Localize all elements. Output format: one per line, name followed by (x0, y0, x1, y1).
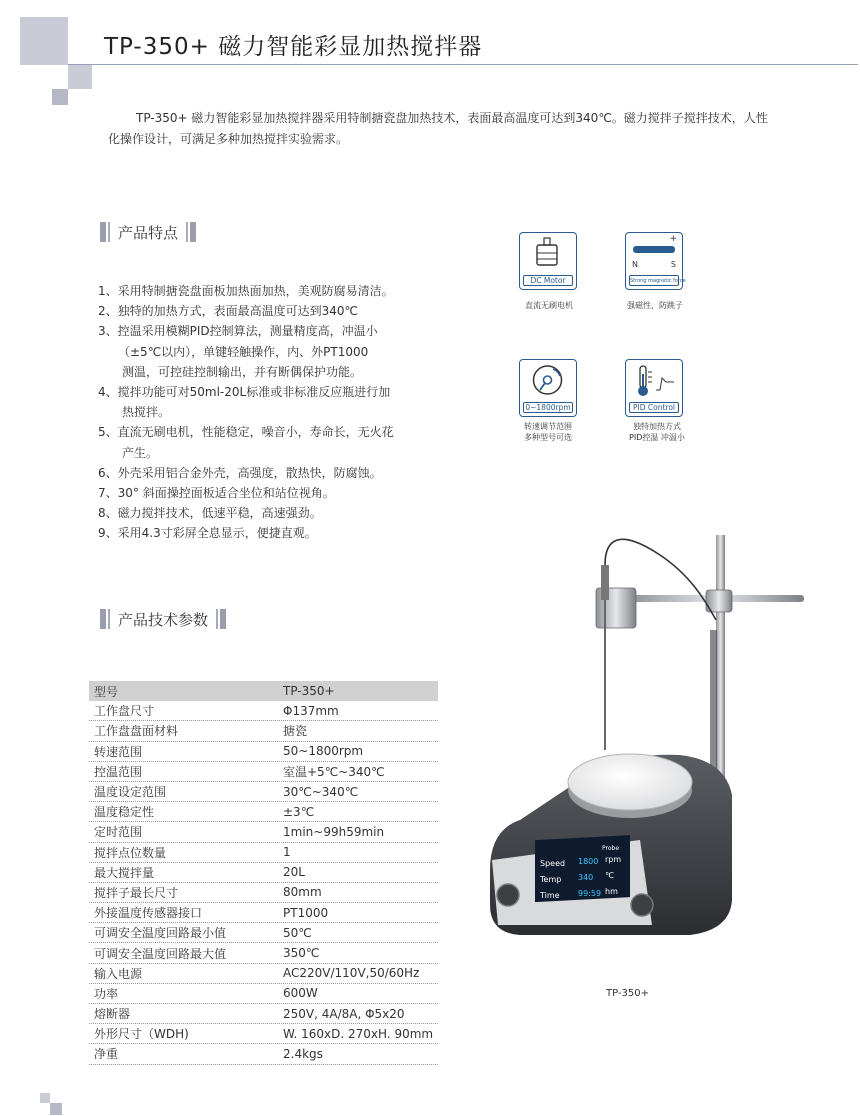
pid-tag: PID Control (629, 402, 679, 413)
dc-motor-caption: 直流无刷电机 (525, 301, 573, 310)
feature-item: 8、磁力搅拌技术，低速平稳，高速强劲。 (98, 506, 322, 521)
heading-bar-right (184, 222, 196, 242)
spec-table-row (89, 1024, 438, 1044)
spec-table-row (89, 1004, 438, 1024)
spec-value: 室温+5℃~340℃ (283, 764, 385, 779)
spec-key: 工作盘尺寸 (94, 704, 155, 719)
spec-table-row (89, 762, 438, 782)
motor-graphic (520, 233, 575, 275)
spec-key: 搅拌子最长尺寸 (94, 885, 179, 900)
spec-value: 250V, 4A/8A, Φ5x20 (283, 1006, 405, 1021)
spec-heading-text: 产品技术参数 (118, 610, 209, 629)
feature-item: 9、采用4.3寸彩屏全息显示，便捷直观。 (98, 526, 317, 541)
spec-table-row (89, 701, 438, 721)
spec-key: 型号 (94, 684, 119, 699)
pid-thermometer-icon (625, 359, 683, 417)
spec-value: 搪瓷 (283, 724, 308, 739)
spec-key: 可调安全温度回路最大值 (94, 946, 227, 961)
spec-value: 350℃ (283, 946, 320, 961)
spec-value: 1min~99h59min (283, 824, 385, 839)
spec-key: 功率 (94, 986, 119, 1001)
intro-paragraph: TP-350+ 磁力智能彩显加热搅拌器采用特制搪瓷盘加热技术，表面最高温度可达到340℃。磁力搅拌子搅拌技术，人性化操作设计，可满足多种加热搅拌实验需求。 (108, 111, 768, 146)
screen-speed-value: 1800 (578, 857, 599, 866)
spec-value: ±3℃ (283, 804, 315, 819)
spec-table-row (89, 943, 438, 963)
magnet-bar (633, 246, 675, 253)
spec-key: 工作盘盘面材料 (94, 724, 179, 739)
spec-table-row (89, 843, 438, 863)
screen-temp-unit: ℃ (605, 871, 614, 880)
screen-speed-label: Speed (540, 859, 566, 868)
heading-bar-left (100, 609, 112, 629)
spec-value: AC220V/110V,50/60Hz (283, 966, 420, 981)
header-decor-square (68, 65, 92, 89)
spec-key: 熔断器 (94, 1007, 131, 1022)
spec-table-row (89, 964, 438, 984)
screen-speed-unit: rpm (605, 855, 622, 864)
spec-value: PT1000 (283, 905, 329, 920)
features-heading (100, 221, 196, 243)
speed-caption-2: 多种型号可选 (524, 433, 572, 442)
feature-item: 7、30° 斜面操控面板适合坐位和站位视角。 (98, 486, 335, 501)
spec-key: 转速范围 (94, 744, 143, 759)
spec-table-row (89, 903, 438, 923)
screen-temp-label: Temp (540, 875, 562, 884)
spec-key: 净重 (94, 1047, 119, 1062)
screen-temp-value: 340 (578, 873, 594, 882)
magnet-caption: 强磁性，防跳子 (627, 301, 683, 310)
feature-item: 2、独特的加热方式，表面最高温度可达到340℃ (98, 304, 359, 319)
spec-value: 50℃ (283, 925, 312, 940)
spec-table-row (89, 883, 438, 903)
spec-table-row (89, 721, 438, 741)
spec-key: 外接温度传感器接口 (94, 906, 203, 921)
spec-table-row (89, 863, 438, 883)
product-photo (480, 530, 810, 970)
spec-table-row (89, 984, 438, 1004)
heading-bar-right (214, 609, 226, 629)
magnet-plus-text: + (669, 234, 677, 244)
spec-table-row (89, 1044, 438, 1064)
footer-decor-square (40, 1093, 50, 1103)
dc-motor-tag: DC Motor (523, 275, 573, 286)
feature-item: 测温，可控硅控制输出，并有断偶保护功能。 (122, 364, 363, 379)
speed-gauge-icon (519, 359, 577, 417)
spec-key: 温度设定范围 (94, 785, 167, 800)
feature-item: 热搅拌。 (122, 405, 171, 420)
product-caption: TP-350+ (606, 988, 649, 999)
spec-table-header-row (89, 681, 438, 701)
spec-value: TP-350+ (283, 684, 335, 699)
magnet-s-label: S (670, 260, 676, 269)
spec-table-row (89, 782, 438, 802)
feature-item: 5、直流无刷电机，性能稳定，噪音小，寿命长，无火花 (98, 425, 394, 440)
footer-decor-square (50, 1103, 62, 1115)
heading-bar-left (100, 222, 112, 242)
spec-value: 2.4kgs (283, 1046, 323, 1061)
spec-table-row (89, 923, 438, 943)
gauge-graphic (520, 360, 575, 402)
screen-probe-label: Probe (602, 845, 620, 852)
spec-value: 600W (283, 986, 318, 1001)
spec-key: 定时范围 (94, 825, 143, 840)
feature-item: （±5℃以内），单键轻触操作，内、外PT1000 (118, 344, 369, 359)
header-decor-square (52, 89, 68, 105)
spec-table-row (89, 822, 438, 842)
spec-key: 最大搅拌量 (94, 865, 155, 880)
spec-key: 外形尺寸（WDH) (94, 1027, 189, 1042)
spec-value: W. 160xD. 270xH. 90mm (283, 1026, 434, 1041)
feature-item: 6、外壳采用铝合金外壳，高强度，散热快，防腐蚀。 (98, 465, 382, 480)
screen-time-label: Time (540, 891, 560, 900)
pid-caption-2: PID控温 冲温小 (629, 433, 685, 442)
header-decor-square (20, 17, 68, 65)
title-underline (68, 64, 858, 65)
dc-motor-icon (519, 232, 577, 290)
feature-item: 4、搅拌功能可对50ml-20L标准或非标准反应瓶进行加 (98, 385, 391, 400)
spec-heading (100, 608, 226, 630)
spec-table-row (89, 802, 438, 822)
spec-table-row (89, 742, 438, 762)
spec-key: 温度稳定性 (94, 805, 155, 820)
spec-value: 80mm (283, 885, 322, 900)
spec-value: 20L (283, 865, 305, 880)
spec-key: 搅拌点位数量 (94, 845, 167, 860)
features-list (98, 281, 428, 544)
magnet-tag: Strong magnetic force (629, 275, 679, 286)
speed-caption-1: 转速调节范围 (524, 422, 572, 431)
page-title: TP-350+ 磁力智能彩显加热搅拌器 (104, 34, 483, 60)
spec-value: 30℃~340℃ (283, 784, 359, 799)
spec-value: Φ137mm (283, 703, 339, 718)
spec-key: 输入电源 (94, 966, 143, 981)
screen-time-value: 99:59 (578, 889, 602, 898)
feature-item: 产生。 (122, 445, 159, 460)
spec-value: 1 (283, 845, 291, 860)
spec-key: 可调安全温度回路最小值 (94, 926, 227, 941)
spec-value: 50~1800rpm (283, 744, 364, 759)
spec-table (89, 681, 438, 1065)
screen-time-unit: hm (605, 887, 618, 896)
features-heading-text: 产品特点 (118, 223, 179, 242)
pid-caption-1: 独特加热方式 (633, 422, 681, 431)
magnet-n-label: N (632, 260, 638, 269)
speed-tag: 0~1800rpm (523, 402, 573, 413)
feature-item: 3、控温采用模糊PID控制算法，测量精度高，冲温小 (98, 324, 378, 339)
magnet-icon (625, 232, 686, 290)
spec-key: 控温范围 (94, 764, 143, 779)
feature-item: 1、采用特制搪瓷盘面板加热面加热，美观防腐易清洁。 (98, 284, 394, 298)
thermometer-graphic (626, 360, 681, 402)
